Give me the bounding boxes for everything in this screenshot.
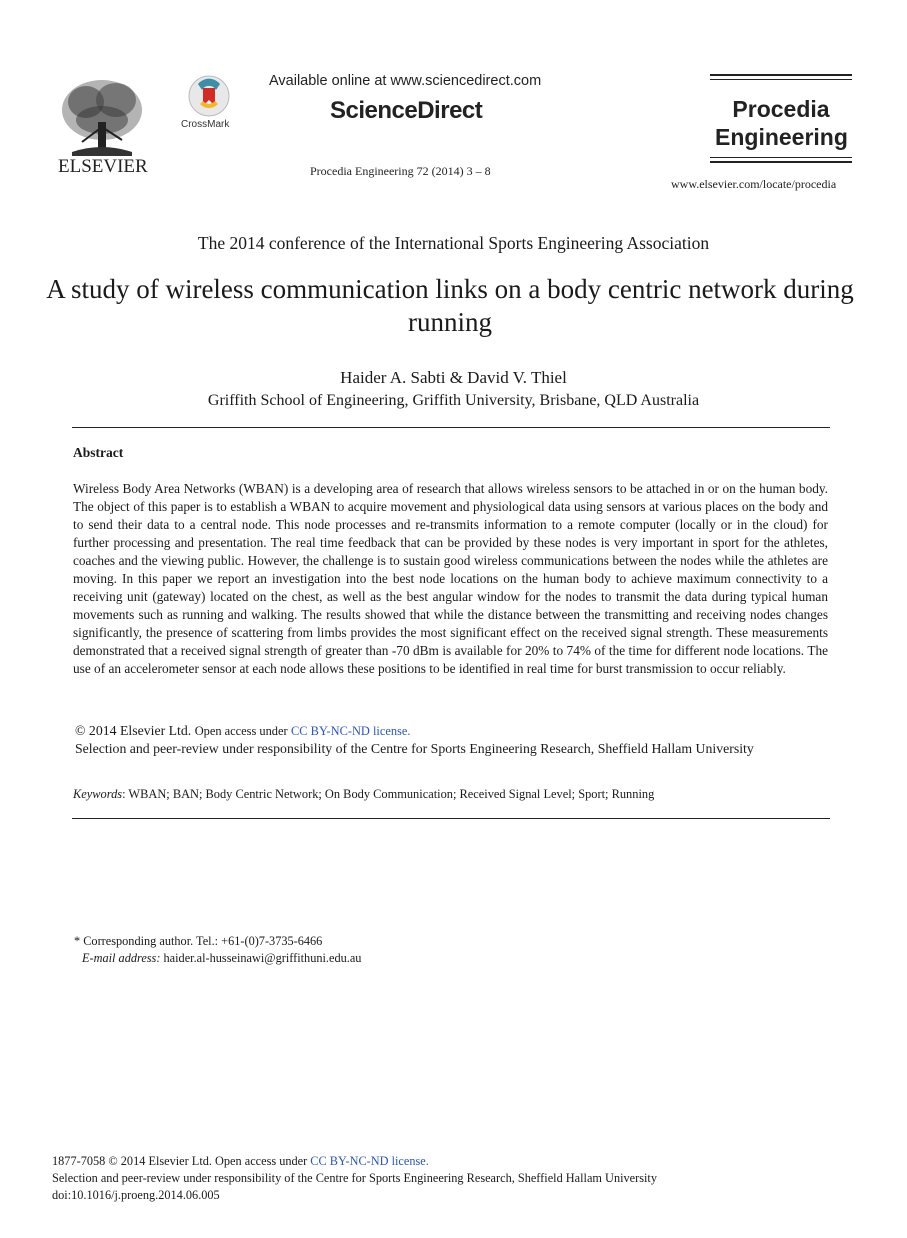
peer-review-statement: Selection and peer-review under responsibility of the Centre for Sports Engineering Research, Sheffield Hallam University [75,741,754,756]
journal-name-line: Engineering [715,124,848,150]
available-online-text: Available online at www.sciencedirect.com [269,73,542,89]
email-address[interactable]: haider.al-husseinawi@griffithuni.edu.au [163,951,362,965]
license-link[interactable]: CC BY-NC-ND license. [291,724,411,738]
footer-copyright: 1877-7058 © 2014 Elsevier Ltd. Open access under [52,1154,308,1168]
paper-title: A study of wireless communication links on a body centric network during running [46,274,854,337]
email-line [82,951,361,966]
journal-rule [710,74,852,76]
section-divider [72,818,830,819]
keywords-label: Keywords [73,787,123,801]
footer-peer-review: Selection and peer-review under responsibility of the Centre for Sports Engineering Research, Sheffield Hallam University [52,1171,657,1185]
corresponding-author: * Corresponding author. Tel.: +61-(0)7-3735-6466 [74,934,323,948]
abstract-text: Wireless Body Area Networks (WBAN) is a developing area of research that allows wireless sensors to be attached in or on the human body. The object of this paper is to establish a WBAN to acquire movement and physiological data using sensors at various places on the body and to send their data to a central node. This node processes and re-transmits information to a remote computer (locally or in the cloud) for further processing and presentation. The real time feedback that can be provided by these nodes is very important in sport for the athletes, coaches and the viewing public. However, the challenge is to sustain good wireless communications between the nodes while the athletes are moving. In this paper we report an investigation into the best node locations on the human body to achieve maximum connectivity to a receiving unit (gateway) located on the chest, as well as the best angular window for the nodes to transmit the data during typical human movements such as running and walking. The results showed that while the distance between the transmitting and receiving nodes changes significantly, the presence of scattering from limbs provides the most significant effect on the received signal strength. These measurements demonstrated that a received signal strength of greater than -70 dBm is available for 20% to 74% of the time for different node locations. The use of an accelerometer sensor at each node allows these positions to be identified in real time for burst transmission to occur reliably. [73,481,828,676]
sciencedirect-brand: ScienceDirect [330,97,483,124]
publisher-name: ELSEVIER [58,156,148,177]
copyright-text: © 2014 Elsevier Ltd. [75,723,192,738]
copyright-line [75,723,410,739]
journal-name [715,95,847,151]
open-access-text: Open access under [194,724,288,738]
footer-license-link[interactable]: CC BY-NC-ND license. [310,1154,429,1168]
email-label: E-mail address: [82,951,161,965]
footer-issn-line [52,1154,429,1169]
journal-rule [710,157,852,158]
keywords-list: : WBAN; BAN; Body Centric Network; On Body Communication; Received Signal Level; Sport; Running [122,787,655,801]
section-divider [72,427,830,428]
crossmark-label: CrossMark [181,119,230,130]
journal-rule [710,79,852,80]
journal-rule [710,161,852,163]
journal-name-line: Procedia [732,96,830,122]
paper-authors: Haider A. Sabti & David V. Thiel [340,368,567,387]
conference-name: The 2014 conference of the International Sports Engineering Association [197,233,710,253]
keywords-line [73,787,654,802]
author-affiliation: Griffith School of Engineering, Griffith University, Brisbane, QLD Australia [207,392,700,409]
abstract-heading: Abstract [73,445,124,460]
journal-citation: Procedia Engineering 72 (2014) 3 – 8 [310,164,491,178]
footer-doi[interactable]: doi:10.1016/j.proeng.2014.06.005 [52,1188,220,1202]
journal-url-link[interactable]: www.elsevier.com/locate/procedia [671,177,837,191]
